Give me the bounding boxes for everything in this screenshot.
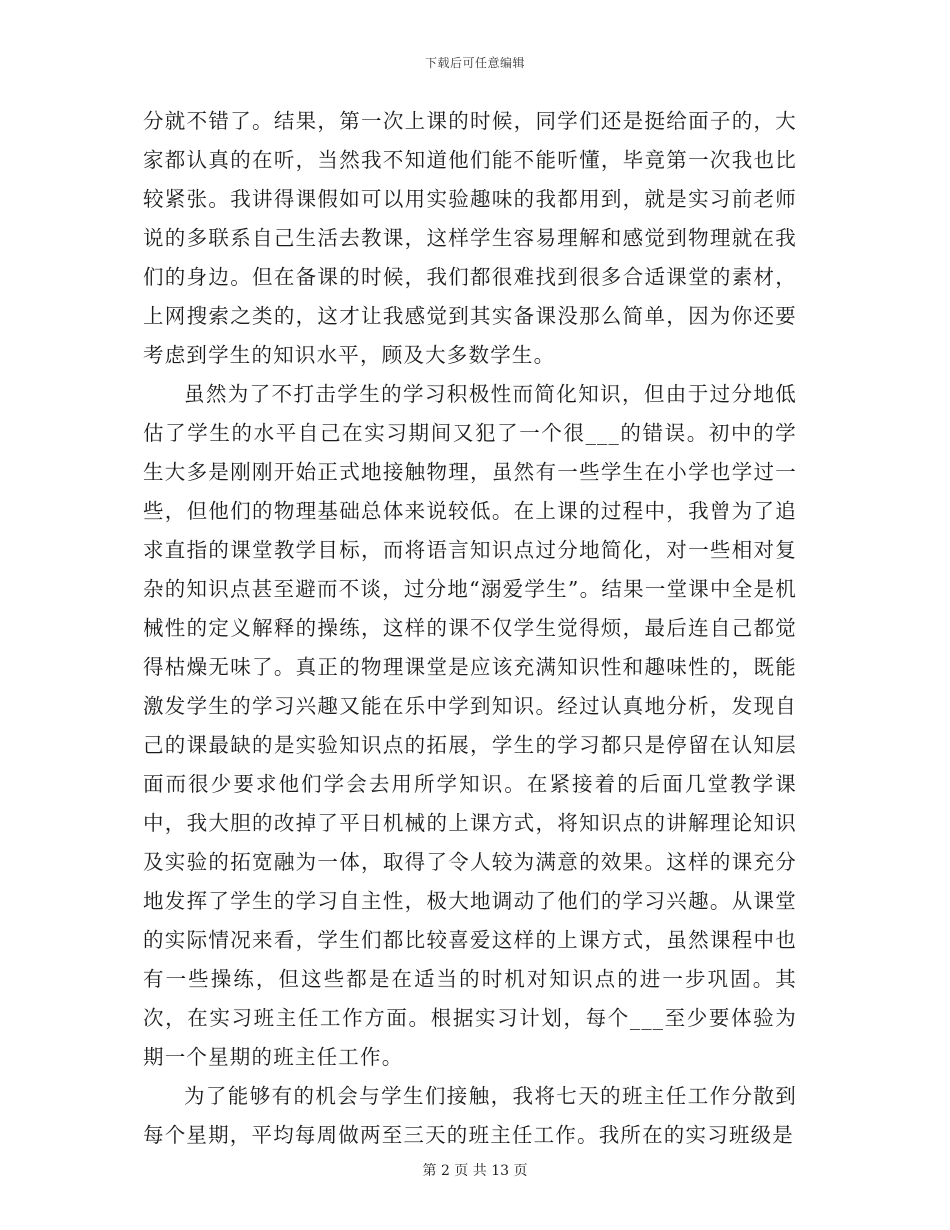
page-footer: 第 2 页 共 13 页 [422, 1163, 528, 1179]
page-header: 下载后可任意编辑 [424, 56, 525, 70]
paragraph-2: 虽然为了不打击学生的学习积极性而简化知识，但由于过分地低估了学生的水平自己在实习期间又犯了一个很___的错误。初中的学生大多是刚刚开始正式地接触物理，虽然有一些学生在小学也学过一些，但他们的物理基础总体来说较低。在上课的过程中，我曾为了追求直指的课堂教学目标，而将语言知识点过分地简化，对一些相对复杂的知识点甚至避而不谈，过分地“溺爱学生”。结果一堂课中全是机械性的定义解释的操练，这样的课不仅学生觉得烦，最后连自己都觉得枯燥无味了。真正的物理课堂是应该充满知识性和趣味性的，既能激发学生的学习兴趣又能在乐中学到知识。经过认真地分析，发现自己的课最缺的是实验知识点的拓展，学生的学习都只是停留在认知层面而很少要求他们学会去用所学知识。在紧接着的后面几堂教学课中，我大胆的改掉了平日机械的上课方式，将知识点的讲解理论知识及实验的拓宽融为一体，取得了令人较为满意的效果。这样的课充分地发挥了学生的学习自主性，极大地调动了他们的学习兴趣。从课堂的实际情况来看，学生们都比较喜爱这样的上课方式，虽然课程中也有一些操练，但这些都是在适当的时机对知识点的进一步巩固。其次，在实习班主任工作方面。根据实习计划，每个___至少要体验为期一个星期的班主任工作。 [143, 382, 797, 1069]
document-body [143, 102, 797, 1155]
paragraph-3: 为了能够有的机会与学生们接触，我将七天的班主任工作分散到每个星期，平均每周做两至三天的班主任工作。我所在的实习班级是 [143, 1084, 797, 1147]
paragraph-1: 分就不错了。结果，第一次上课的时候，同学们还是挺给面子的，大家都认真的在听，当然我不知道他们能不能听懂，毕竟第一次我也比较紧张。我讲得课假如可以用实验趣味的我都用到，就是实习前老师说的多联系自己生活去教课，这样学生容易理解和感觉到物理就在我们的身边。但在备课的时候，我们都很难找到很多合适课堂的素材，上网搜索之类的，这才让我感觉到其实备课没那么简单，因为你还要考虑到学生的知识水平，顾及大多数学生。 [143, 109, 797, 367]
